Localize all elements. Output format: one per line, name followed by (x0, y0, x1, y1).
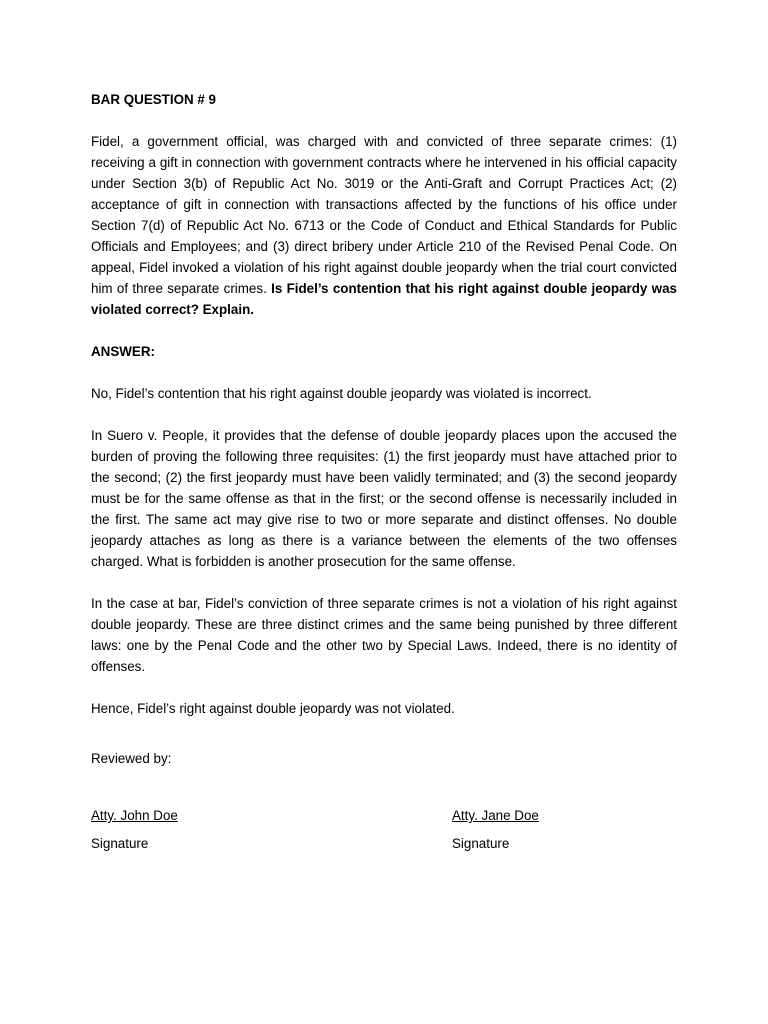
signature-block-left (91, 805, 178, 854)
question-emphasis: Is Fidel’s contention that his right against double jeopardy was violated correct? Explain. (91, 281, 677, 317)
signature-label-right: Signature (452, 836, 510, 851)
answer-label: ANSWER: (91, 344, 155, 359)
answer-paragraph-1: No, Fidel’s contention that his right against double jeopardy was violated is incorrect. (91, 386, 592, 401)
answer-paragraph-3: In the case at bar, Fidel’s conviction of three separate crimes is not a violation of his right against double jeopardy. These are three distinct crimes and the same being punished by three different laws: one by the Penal Code and the other two by Special Laws. Indeed, there is no identity of offenses. (91, 596, 677, 674)
document-page (91, 89, 677, 855)
reviewed-by-label: Reviewed by: (91, 751, 172, 766)
conclusion-paragraph: Hence, Fidel’s right against double jeopardy was not violated. (91, 701, 455, 716)
question-paragraph (91, 131, 677, 320)
signature-block-right (452, 805, 539, 854)
signature-label-left: Signature (91, 836, 149, 851)
signature-row (91, 805, 677, 855)
question-text: Fidel, a government official, was charged with and convicted of three separate crimes: (1) receiving a gift in connection with government contracts where he intervened in his official capacity under Section 3(b) of Republic Act No. 3019 or the Anti-Graft and Corrupt Practices Act; (2) acceptance of gift in connection with transactions affected by the functions of his office under Section 7(d) of Republic Act No. 6713 or the Code of Conduct and Ethical Standards for Public Officials and Employees; and (3) direct bribery under Article 210 of the Revised Penal Code. On appeal, Fidel invoked a violation of his right against double jeopardy when the trial court convicted him of three separate crimes. (91, 134, 677, 296)
signatory-name-left: Atty. John Doe (91, 808, 178, 823)
signatory-name-right: Atty. Jane Doe (452, 808, 539, 823)
answer-paragraph-2: In Suero v. People, it provides that the defense of double jeopardy places upon the accused the burden of proving the following three requisites: (1) the first jeopardy must have attached prior to the second; (2) the first jeopardy must have been validly terminated; and (3) the second jeopardy must be for the same offense as that in the first; or the second offense is necessarily included in the first. The same act may give rise to two or more separate and distinct offenses. No double jeopardy attaches as long as there is a variance between the elements of the two offenses charged. What is forbidden is another prosecution for the same offense. (91, 428, 677, 569)
document-title: BAR QUESTION # 9 (91, 92, 217, 107)
